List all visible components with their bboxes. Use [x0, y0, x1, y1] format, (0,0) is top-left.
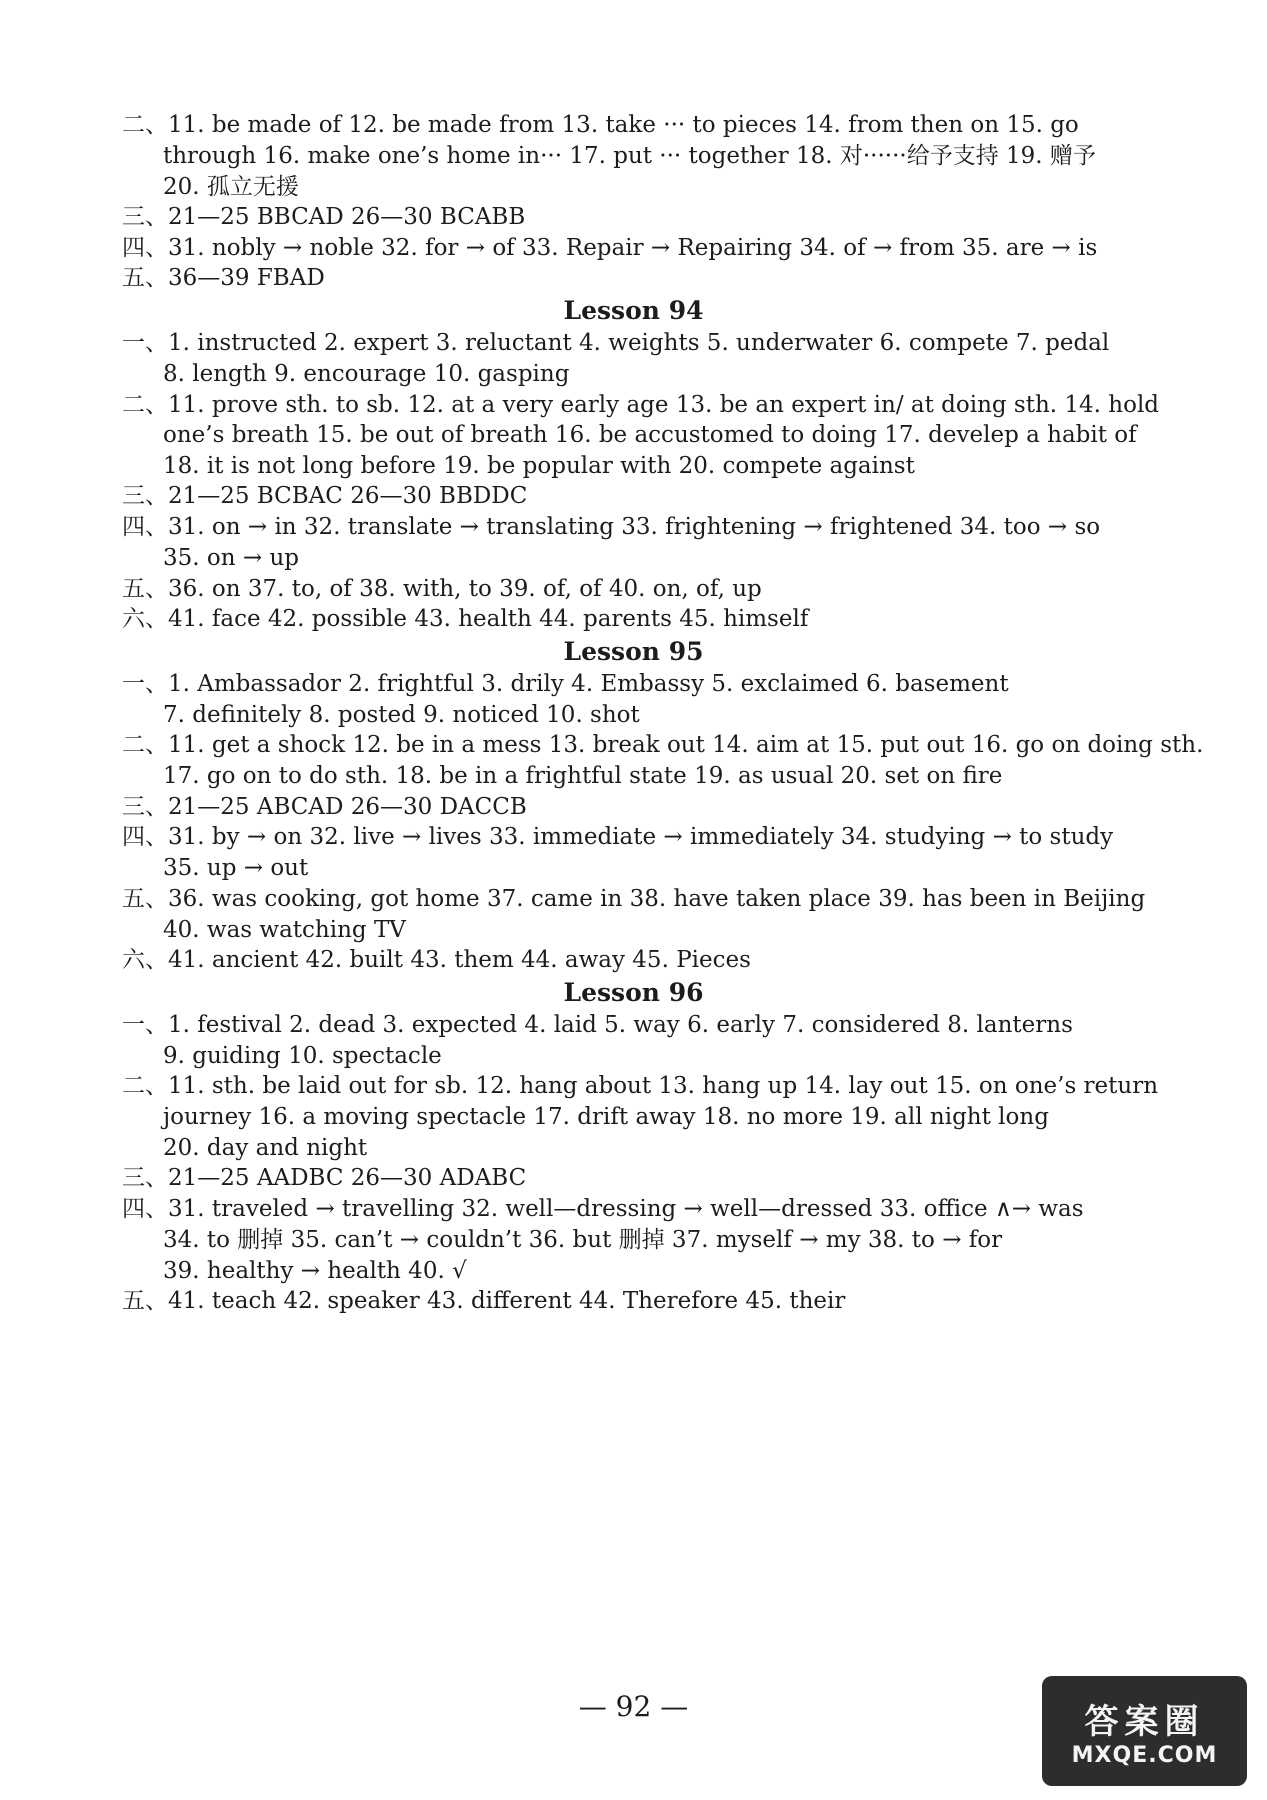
answer-line: 40. was watching TV [163, 917, 406, 943]
answer-line: 四、31. nobly → noble 32. for → of 33. Repair → Repairing 34. of → from 35. are → is [122, 235, 1098, 261]
answer-line: 9. guiding 10. spectacle [163, 1043, 442, 1069]
answer-line: 六、41. ancient 42. built 43. them 44. away 45. Pieces [122, 947, 751, 973]
answer-line: 二、11. prove sth. to sb. 12. at a very early age 13. be an expert in/ at doing sth. 14. hold [122, 392, 1160, 418]
lesson-heading: Lesson 95 [563, 637, 704, 666]
answer-line: 34. to 删掉 35. can’t → couldn’t 36. but 删掉 37. myself → my 38. to → for [163, 1227, 1003, 1253]
answer-line: 二、11. sth. be laid out for sb. 12. hang about 13. hang up 14. lay out 15. on one’s return [122, 1073, 1159, 1099]
answer-line: 35. up → out [163, 855, 309, 881]
answer-line: 一、1. Ambassador 2. frightful 3. drily 4. Embassy 5. exclaimed 6. basement [122, 671, 1009, 697]
answer-line: 17. go on to do sth. 18. be in a frightful state 19. as usual 20. set on fire [163, 763, 1003, 789]
answer-line: 8. length 9. encourage 10. gasping [163, 361, 570, 387]
answer-line: 四、31. on → in 32. translate → translating 33. frightening → frightened 34. too → so [122, 514, 1101, 540]
answer-line: 五、36. was cooking, got home 37. came in 38. have taken place 39. has been in Beijing [122, 886, 1146, 912]
answer-line: 39. healthy → health 40. √ [163, 1258, 467, 1284]
answer-line: 五、41. teach 42. speaker 43. different 44. Therefore 45. their [122, 1288, 846, 1314]
lesson-heading: Lesson 96 [563, 978, 704, 1007]
answer-line: 一、1. instructed 2. expert 3. reluctant 4. weights 5. underwater 6. compete 7. pedal [122, 330, 1110, 356]
answer-line: 三、21—25 BCBAC 26—30 BBDDC [122, 483, 528, 509]
site-watermark-logo [1042, 1676, 1247, 1786]
answer-line: 六、41. face 42. possible 43. health 44. parents 45. himself [122, 606, 809, 632]
answer-line: 7. definitely 8. posted 9. noticed 10. shot [163, 702, 640, 728]
answer-line: 二、11. be made of 12. be made from 13. take ··· to pieces 14. from then on 15. go [122, 112, 1079, 138]
answer-line: 20. day and night [163, 1135, 368, 1161]
answer-line: journey 16. a moving spectacle 17. drift away 18. no more 19. all night long [163, 1104, 1049, 1130]
answer-line: 五、36. on 37. to, of 38. with, to 39. of, of 40. on, of, up [122, 576, 762, 602]
answer-line: 一、1. festival 2. dead 3. expected 4. laid 5. way 6. early 7. considered 8. lanterns [122, 1012, 1073, 1038]
watermark-url: MXQE.COM [1071, 1743, 1218, 1768]
answer-line: 18. it is not long before 19. be popular with 20. compete against [163, 453, 915, 479]
answer-line: 20. 孤立无援 [163, 174, 299, 200]
answer-line: through 16. make one’s home in··· 17. put ··· together 18. 对······给予支持 19. 赠予 [163, 143, 1096, 169]
answer-line: 三、21—25 ABCAD 26—30 DACCB [122, 794, 527, 820]
answer-line: 35. on → up [163, 545, 299, 571]
page-number: — 92 — [578, 1690, 689, 1723]
answer-line: 五、36—39 FBAD [122, 265, 325, 291]
lesson-heading: Lesson 94 [563, 296, 704, 325]
watermark-title: 答案圈 [1084, 1702, 1205, 1742]
answer-line: 三、21—25 AADBC 26—30 ADABC [122, 1165, 527, 1191]
answer-line: 四、31. by → on 32. live → lives 33. immediate → immediately 34. studying → to study [122, 824, 1114, 850]
answer-line: 二、11. get a shock 12. be in a mess 13. break out 14. aim at 15. put out 16. go on doing sth. [122, 732, 1204, 758]
answer-line: one’s breath 15. be out of breath 16. be accustomed to doing 17. develep a habit of [163, 422, 1137, 448]
answer-line: 四、31. traveled → travelling 32. well—dressing → well—dressed 33. office ∧→ was [122, 1196, 1084, 1222]
answer-line: 三、21—25 BBCAD 26—30 BCABB [122, 204, 526, 230]
